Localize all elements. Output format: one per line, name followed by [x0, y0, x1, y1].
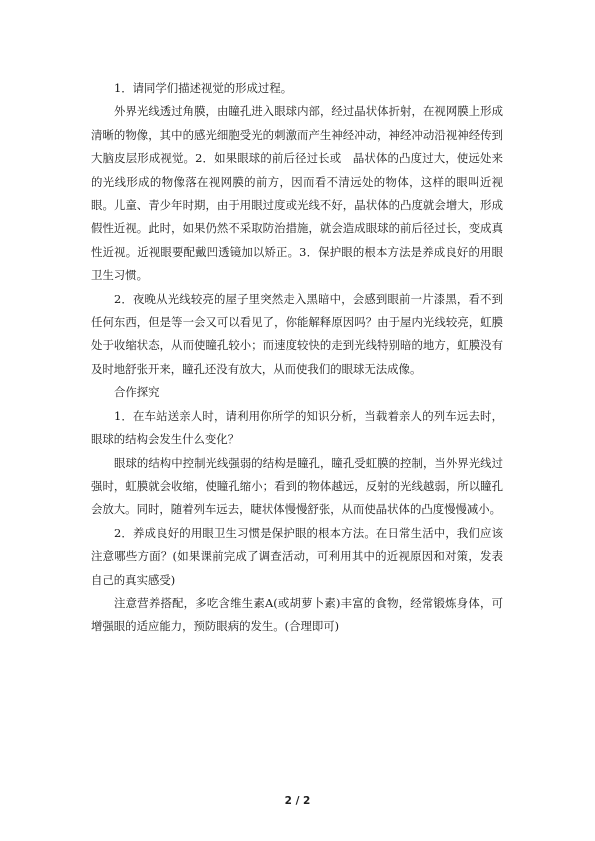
inquiry-answer-2: 注意营养搭配，多吃含维生素A(或胡萝卜素)丰富的食物，经常锻炼身体，可增强眼的适应能力，预防眼病的发生。(合理即可)	[91, 595, 503, 634]
document-body	[91, 77, 503, 639]
inquiry-question-1: 1．在车站送亲人时，请利用你所学的知识分析，当载着亲人的列车远去时，眼球的结构会发生什么变化？	[91, 408, 503, 447]
section-heading-cooperative-inquiry: 合作探究	[114, 385, 160, 400]
question-1: 1．请同学们描述视觉的形成过程。	[114, 81, 293, 95]
answer-1: 外界光线透过角膜，由瞳孔进入眼球内部，经过晶状体折射，在视网膜上形成清晰的物像，其中的感光细胞受光的刺激而产生神经冲动，神经冲动沿视神经传到大脑皮层形成视觉。2．如果眼球的前后径过长或 晶状体的凸度过大，使远处来的光线形成的物像落在视网膜的前方，因而看不清远处的物体，这样的眼叫近视眼。儿童、青少年时期，由于用眼过度或光线不好，晶状体的凸度就会增大，形成假性近视。此时，如果仍然不采取防治措施，就会造成眼球的前后径过长，变成真性近视。近视眼要配戴凹透镜加以矫正。3．保护眼的根本方法是养成良好的用眼卫生习惯。	[91, 104, 503, 283]
page-number: 2 / 2	[284, 795, 311, 807]
inquiry-question-2: 2．养成良好的用眼卫生习惯是保护眼的根本方法。在日常生活中，我们应该注意哪些方面？(如果课前完成了调查活动，可利用其中的近视原因和对策，发表自己的真实感受)	[91, 525, 503, 587]
inquiry-answer-1: 眼球的结构中控制光线强弱的结构是瞳孔，瞳孔受虹膜的控制，当外界光线过强时，虹膜就会收缩，使瞳孔缩小；看到的物体越远，反射的光线越弱，所以瞳孔会放大。同时，随着列车远去，睫状体慢慢舒张，从而使晶状体的凸度慢慢减小。	[91, 455, 503, 517]
question-2-with-answer: 2．夜晚从光线较亮的屋子里突然走入黑暗中，会感到眼前一片漆黑，看不到任何东西，但是等一会又可以看见了，你能解释原因吗？由于屋内光线较亮，虹膜处于收缩状态，从而使瞳孔较小；而速度较快的走到光线特别暗的地方，虹膜没有及时地舒张开来，瞳孔还没有放大，从而使我们的眼球无法成像。	[91, 291, 503, 376]
